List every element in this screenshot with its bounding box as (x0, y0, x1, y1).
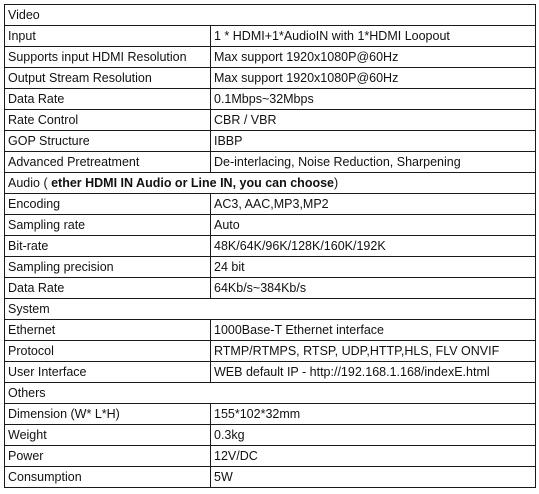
table-row (5, 341, 536, 362)
spec-value: 64Kb/s~384Kb/s (211, 278, 536, 299)
spec-label: Dimension (W* L*H) (5, 404, 211, 425)
spec-value: CBR / VBR (211, 110, 536, 131)
section-title: Others (5, 383, 536, 404)
spec-label: Weight (5, 425, 211, 446)
spec-label: User Interface (5, 362, 211, 383)
table-row (5, 131, 536, 152)
spec-label: Consumption (5, 467, 211, 488)
table-row (5, 26, 536, 47)
table-row (5, 110, 536, 131)
spec-value: Max support 1920x1080P@60Hz (211, 68, 536, 89)
table-row (5, 404, 536, 425)
table-row (5, 320, 536, 341)
spec-label: Input (5, 26, 211, 47)
table-row (5, 362, 536, 383)
table-row (5, 446, 536, 467)
section-title: Video (5, 5, 536, 26)
spec-value: 24 bit (211, 257, 536, 278)
section-title: System (5, 299, 536, 320)
spec-label: Protocol (5, 341, 211, 362)
section-title-prefix: Audio ( (8, 176, 52, 190)
spec-label: Sampling precision (5, 257, 211, 278)
section-header-audio (5, 173, 536, 194)
section-header-video (5, 5, 536, 26)
section-title (5, 173, 536, 194)
spec-value: Auto (211, 215, 536, 236)
table-row (5, 257, 536, 278)
spec-value: De-interlacing, Noise Reduction, Sharpening (211, 152, 536, 173)
spec-label: Advanced Pretreatment (5, 152, 211, 173)
spec-value: 5W (211, 467, 536, 488)
table-row (5, 425, 536, 446)
spec-value: 1000Base-T Ethernet interface (211, 320, 536, 341)
table-row (5, 194, 536, 215)
spec-label: Rate Control (5, 110, 211, 131)
spec-label: Sampling rate (5, 215, 211, 236)
spec-label: Output Stream Resolution (5, 68, 211, 89)
spec-value: 0.3kg (211, 425, 536, 446)
table-row (5, 89, 536, 110)
spec-value: Max support 1920x1080P@60Hz (211, 47, 536, 68)
spec-table (4, 4, 536, 488)
spec-value: IBBP (211, 131, 536, 152)
spec-label: Data Rate (5, 89, 211, 110)
table-row (5, 467, 536, 488)
spec-value: WEB default IP - http://192.168.1.168/indexE.html (211, 362, 536, 383)
spec-value: 155*102*32mm (211, 404, 536, 425)
section-header-system (5, 299, 536, 320)
spec-value: 0.1Mbps~32Mbps (211, 89, 536, 110)
table-row (5, 68, 536, 89)
table-row (5, 236, 536, 257)
spec-label: Power (5, 446, 211, 467)
spec-label: Ethernet (5, 320, 211, 341)
spec-label: Supports input HDMI Resolution (5, 47, 211, 68)
spec-label: Encoding (5, 194, 211, 215)
table-row (5, 278, 536, 299)
section-header-others (5, 383, 536, 404)
table-row (5, 152, 536, 173)
spec-value: AC3, AAC,MP3,MP2 (211, 194, 536, 215)
table-row (5, 215, 536, 236)
table-row (5, 47, 536, 68)
section-title-bold: ether HDMI IN Audio or Line IN, you can choose (51, 176, 334, 190)
spec-value: 48K/64K/96K/128K/160K/192K (211, 236, 536, 257)
spec-label: GOP Structure (5, 131, 211, 152)
spec-value: 12V/DC (211, 446, 536, 467)
spec-label: Bit-rate (5, 236, 211, 257)
spec-label: Data Rate (5, 278, 211, 299)
spec-value: RTMP/RTMPS, RTSP, UDP,HTTP,HLS, FLV ONVIF (211, 341, 536, 362)
spec-value: 1 * HDMI+1*AudioIN with 1*HDMI Loopout (211, 26, 536, 47)
section-title-suffix: ) (334, 176, 339, 190)
